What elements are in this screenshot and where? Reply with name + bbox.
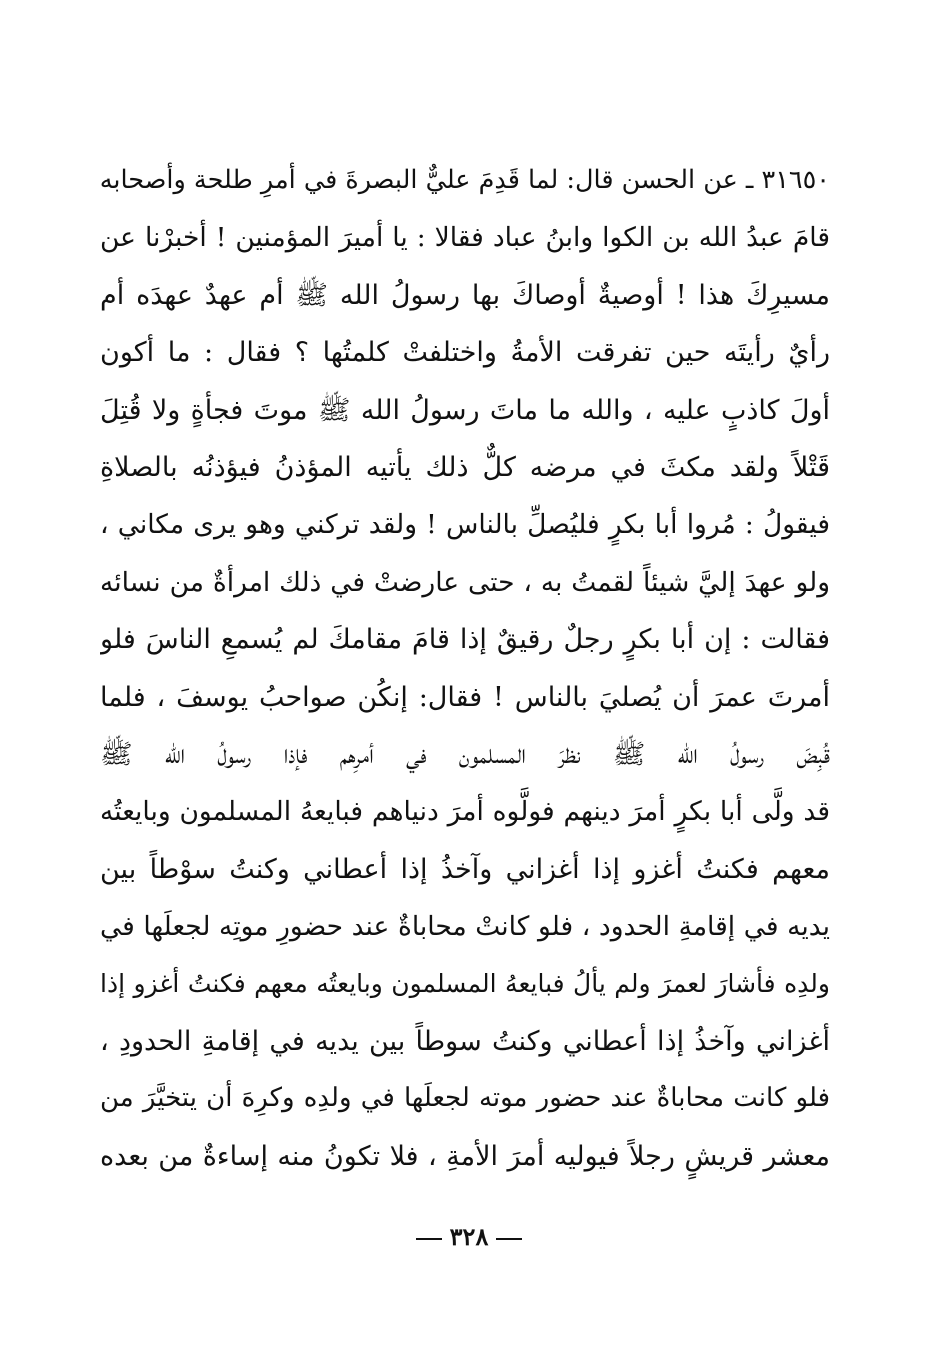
left-dash: [416, 1238, 442, 1240]
hadith-text-block: [100, 152, 830, 1185]
right-dash: [496, 1238, 522, 1240]
page-number-footer: [0, 1222, 938, 1251]
text-line: ولدِه فأشارَ لعمرَ ولم يألُ فبايعهُ المسلمون وبايعتُه معهم فكنتُ أغزو إذا: [100, 969, 830, 999]
text-line: ولو عهدَ إليَّ شيئاً لقمتُ به ، حتى عارضتْ في ذلك امرأةٌ من نسائه: [100, 566, 830, 598]
text-line: قد ولَّى أبا بكرٍ أمرَ دينهم فولَّوه أمرَ دنياهم فبايعهُ المسلمون وبايعتُه: [100, 796, 830, 828]
text-line: قامَ عبدُ الله بن الكوا وابنُ عباد فقالا : يا أميرَ المؤمنين ! أخبرْنا عن: [100, 222, 830, 254]
text-line: أغزاني وآخذُ إذا أعطاني وكنتُ سوطاً بين يديه في إقامةِ الحدودِ ،: [100, 1025, 830, 1057]
text-line: أمرتَ عمرَ أن يُصليَ بالناس ! فقال: إنكُن صواحبُ يوسفَ ، فلما: [100, 681, 830, 713]
text-line: معهم فكنتُ أغزو إذا أغزاني وآخذُ إذا أعطاني وكنتُ سوْطاً بين: [100, 853, 830, 885]
text-line: ٣١٦٥٠ ـ عن الحسن قال: لما قَدِمَ عليٌّ البصرةَ في أمرِ طلحة وأصحابه: [100, 165, 830, 195]
text-line: فيقولُ : مُروا أبا بكرٍ فليُصلِّ بالناس ! ولقد تركني وهو يرى مكاني ،: [100, 509, 830, 541]
text-line: يديه في إقامةِ الحدود ، فلو كانتْ محاباةٌ عند حضورِ موتِه لجعلَها في: [100, 911, 830, 943]
text-line: معشر قريشٍ رجلاً فيوليه أمرَ الأمةِ ، فلا تكونُ منه إساءةٌ من بعده: [100, 1140, 830, 1172]
text-line: قُبِضَ رسولُ الله ﷺ نظرَ المسلمون في أمرِهم فإذا رسولُ الله ﷺ: [100, 738, 830, 770]
text-line: قَتْلاً ولقد مكثَ في مرضه كلٌّ ذلك يأتيه المؤذنُ فيؤذنُه بالصلاةِ: [100, 451, 830, 483]
text-line: فقالت : إن أبا بكرٍ رجلٌ رقيقٌ إذا قامَ مقامكَ لم يُسمعِ الناسَ فلو: [100, 624, 830, 656]
text-line: أولَ كاذبٍ عليه ، والله ما ماتَ رسولُ الله ﷺ موتَ فجأةٍ ولا قُتِلَ: [100, 394, 830, 426]
page-number: ٣٢٨: [449, 1222, 489, 1251]
text-line: مسيرِكَ هذا ! أوصيةٌ أوصاكَ بها رسولُ الله ﷺ أم عهدٌ عهدَه أم: [100, 279, 830, 311]
text-line: رأيٌ رأيتَه حين تفرقت الأمةُ واختلفتْ كلمتُها ؟ فقال : ما أكون: [100, 337, 830, 369]
text-line: فلو كانت محاباةٌ عند حضور موته لجعلَها في ولدِه وكرِهَ أن يتخيَّرَ من: [100, 1083, 830, 1114]
